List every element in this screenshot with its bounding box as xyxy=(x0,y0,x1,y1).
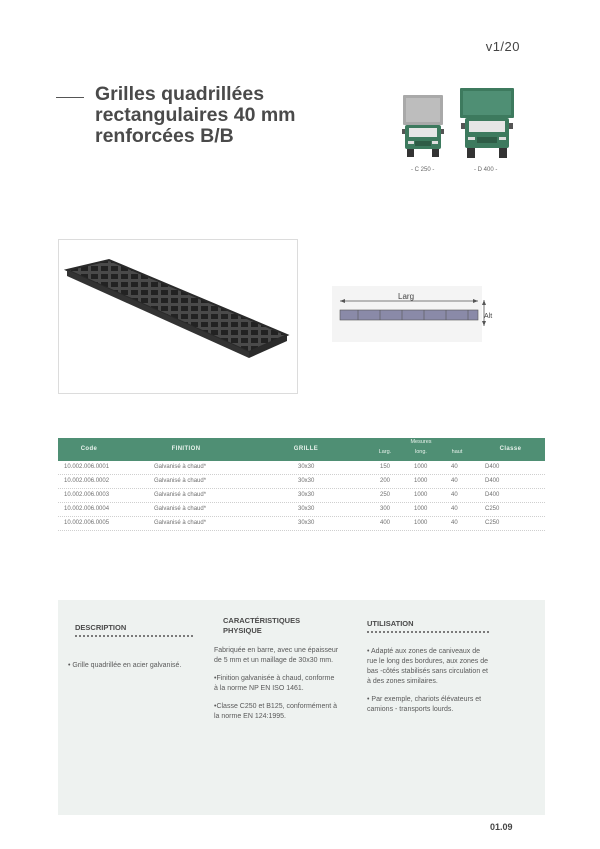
caracteristiques-text xyxy=(214,646,339,730)
cell-classe: C250 xyxy=(485,520,500,526)
utilisation-paragraph-2: • Par exemple, chariots élévateurs et camions - transports lourds. xyxy=(367,696,482,713)
cell-long: 1000 xyxy=(414,506,428,512)
cell-haut: 40 xyxy=(451,506,458,512)
dimension-diagram xyxy=(332,286,494,342)
header-mesures xyxy=(368,438,474,461)
utilisation-text xyxy=(367,647,492,723)
cell-larg: 200 xyxy=(380,478,391,484)
cell-finition: Galvanisé à chaud* xyxy=(154,464,207,470)
cell-code: 10.002.006.0001 xyxy=(64,464,110,470)
cell-finition: Galvanisé à chaud* xyxy=(154,478,207,484)
cell-finition: Galvanisé à chaud* xyxy=(154,506,207,512)
cell-long: 1000 xyxy=(414,520,428,526)
cell-larg: 400 xyxy=(380,520,391,526)
cell-larg: 300 xyxy=(380,506,391,512)
description-divider xyxy=(75,635,193,637)
page-title xyxy=(95,84,375,147)
caracteristiques-heading-line2: PHYSIQUE xyxy=(223,626,262,635)
cell-finition: Galvanisé à chaud* xyxy=(154,520,207,526)
title-line-1: Grilles quadrillées xyxy=(95,83,265,105)
description-heading: DESCRIPTION xyxy=(75,623,127,632)
header-finition: FINITION xyxy=(171,446,201,452)
header-long: long. xyxy=(415,449,427,455)
table-row xyxy=(58,517,545,531)
description-text xyxy=(68,661,190,679)
cell-haut: 40 xyxy=(451,478,458,484)
cell-haut: 40 xyxy=(451,492,458,498)
cell-larg: 250 xyxy=(380,492,391,498)
cell-classe: D400 xyxy=(485,464,500,470)
truck-d400-icon xyxy=(458,86,516,160)
cell-code: 10.002.006.0005 xyxy=(64,520,110,526)
cell-long: 1000 xyxy=(414,464,428,470)
cell-code: 10.002.006.0003 xyxy=(64,492,110,498)
cell-grille: 30x30 xyxy=(298,506,315,512)
caracteristiques-paragraph-1: Fabriquée en barre, avec une épaisseur de 5 mm et un maillage de 30x30 mm. xyxy=(214,647,339,664)
cell-classe: D400 xyxy=(485,478,500,484)
cell-finition: Galvanisé à chaud* xyxy=(154,492,207,498)
header-classe: Classe xyxy=(499,446,522,452)
table-row xyxy=(58,489,545,503)
table-row xyxy=(58,503,545,517)
utilisation-heading: UTILISATION xyxy=(367,619,414,628)
header-mesures-title: Mesures xyxy=(410,439,432,445)
cell-haut: 40 xyxy=(451,520,458,526)
header-grille: GRILLE xyxy=(293,446,319,452)
table-row xyxy=(58,475,545,489)
cell-long: 1000 xyxy=(414,478,428,484)
page-number: 01.09 xyxy=(490,822,513,832)
title-line-2: rectangulaires 40 mm xyxy=(95,104,296,126)
cell-larg: 150 xyxy=(380,464,391,470)
header-haut: haut xyxy=(451,449,463,455)
product-photo xyxy=(58,239,298,394)
caracteristiques-paragraph-2: •Finition galvanisée à chaud, conforme à la norme NP EN ISO 1461. xyxy=(214,675,335,692)
title-dash xyxy=(56,97,84,98)
info-panel xyxy=(58,600,545,815)
width-label: Larg xyxy=(398,292,415,301)
description-paragraph: • Grille quadrillée en acier galvanisé. xyxy=(68,662,182,669)
caracteristiques-heading xyxy=(223,616,300,636)
height-label: Alt xyxy=(484,313,493,320)
version-label: v1/20 xyxy=(485,39,520,54)
utilisation-paragraph-1: • Adapté aux zones de caniveaux de rue le long des bordures, aux zones de bas -côtés stabilisés sans circulation et à des zones similaires. xyxy=(367,648,489,685)
caracteristiques-paragraph-3: •Classe C250 et B125, conformément à la norme EN 124:1995. xyxy=(214,703,338,720)
caracteristiques-heading-line1: CARACTÉRISTIQUES xyxy=(223,616,301,625)
cell-classe: D400 xyxy=(485,492,500,498)
cell-haut: 40 xyxy=(451,464,458,470)
cell-code: 10.002.006.0002 xyxy=(64,478,110,484)
cell-code: 10.002.006.0004 xyxy=(64,506,110,512)
truck-d400-label: - D 400 - xyxy=(474,167,498,173)
truck-c250-label: - C 250 - xyxy=(411,167,435,173)
header-code: Code xyxy=(80,446,98,452)
cell-grille: 30x30 xyxy=(298,478,315,484)
table-row xyxy=(58,461,545,475)
product-table xyxy=(58,438,545,531)
cell-long: 1000 xyxy=(414,492,428,498)
table-header xyxy=(58,438,545,461)
truck-c250-icon xyxy=(400,93,446,159)
cell-grille: 30x30 xyxy=(298,464,315,470)
utilisation-divider xyxy=(367,631,489,633)
cell-grille: 30x30 xyxy=(298,492,315,498)
cell-classe: C250 xyxy=(485,506,500,512)
title-line-3: renforcées B/B xyxy=(95,125,234,147)
cell-grille: 30x30 xyxy=(298,520,315,526)
header-larg: Larg. xyxy=(378,449,392,455)
